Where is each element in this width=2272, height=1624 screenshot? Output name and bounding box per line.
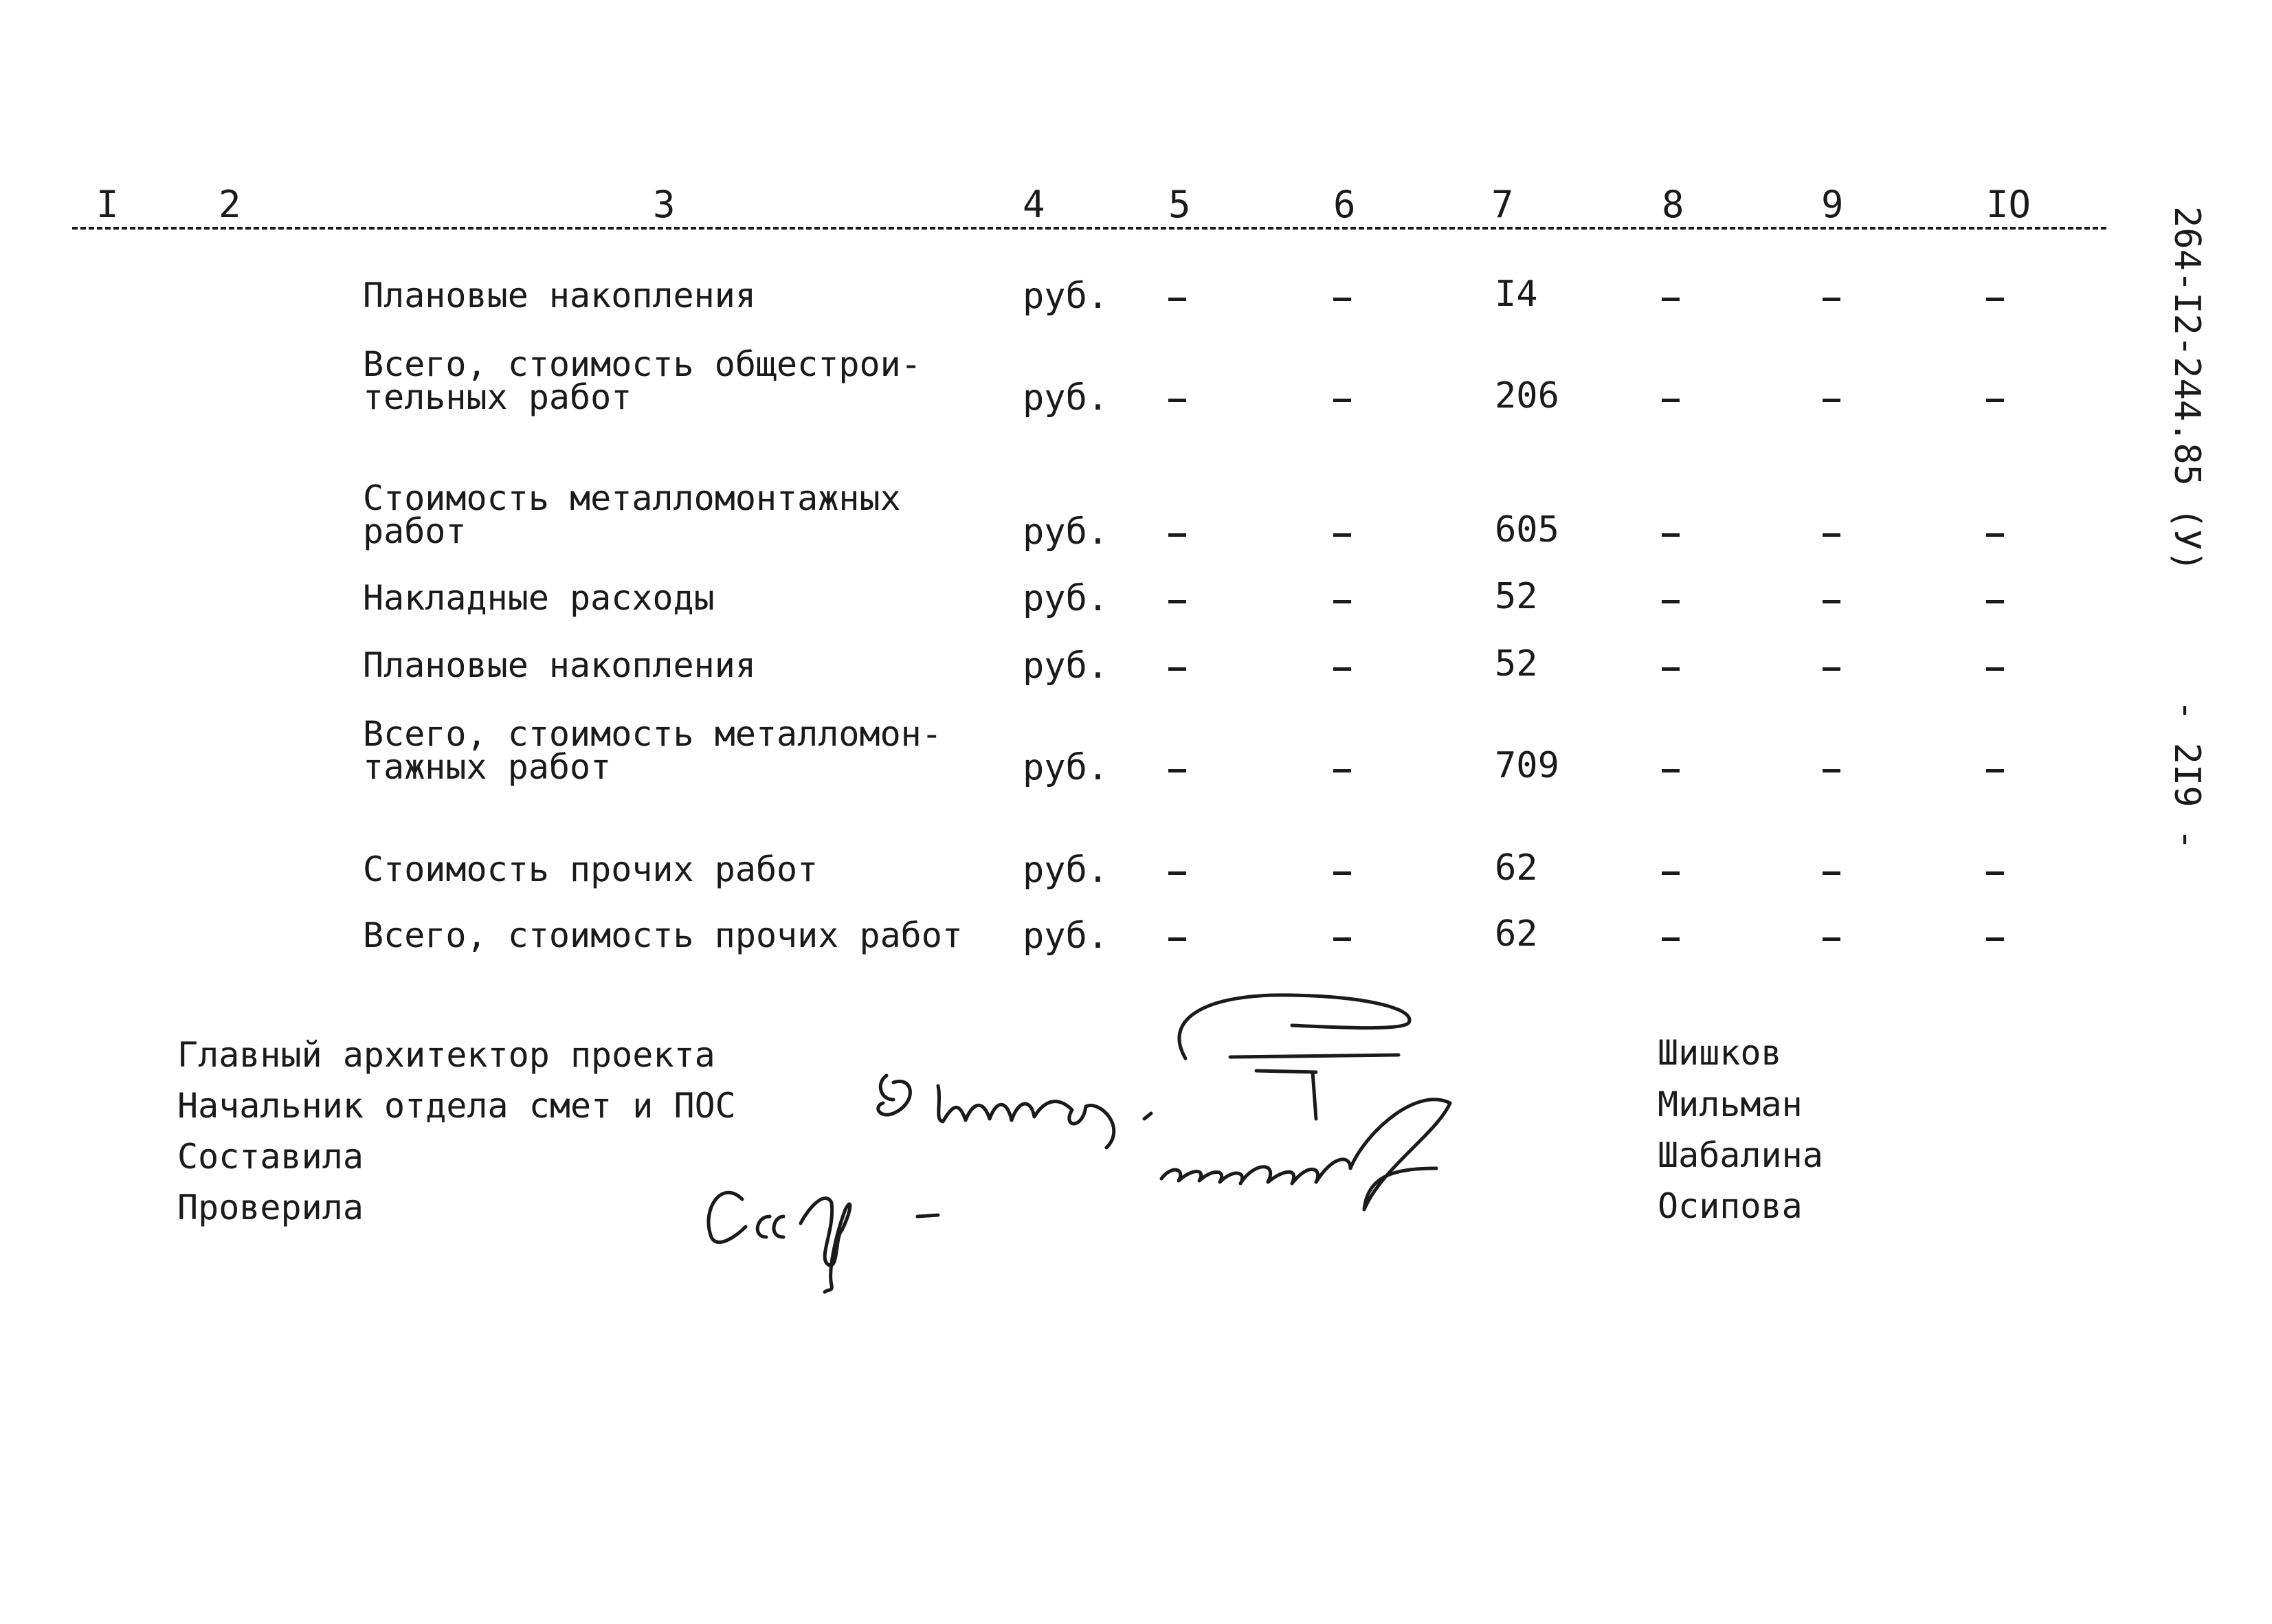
role-head-estimates: Начальник отдела смет и ПОС	[177, 1086, 736, 1126]
column-header-5: 5	[1168, 183, 1191, 226]
value-cell: 605	[1495, 509, 1559, 550]
unit-cell: руб.	[1023, 377, 1109, 419]
row-label: Всего, стоимость металломон-	[363, 714, 942, 754]
column-header-6: 6	[1333, 183, 1356, 226]
row-label-continuation: тельных работ	[363, 377, 632, 417]
signature-chief-architect	[1179, 995, 1410, 1058]
row-label: Всего, стоимость общестрои-	[363, 344, 922, 384]
value-cell: 709	[1495, 745, 1559, 786]
name-osipova: Осипова	[1658, 1186, 1803, 1226]
row-label: Плановые накопления	[363, 276, 756, 315]
column-header-9: 9	[1821, 183, 1844, 226]
document-code: 264-I2-244.85 (У)	[2166, 206, 2207, 572]
column-header-7: 7	[1491, 183, 1514, 226]
name-milman: Мильман	[1658, 1084, 1803, 1124]
signature-compiled-by	[1161, 1100, 1450, 1210]
page-number: - 2I9 -	[2166, 700, 2207, 851]
column-header-3: 3	[653, 183, 676, 226]
unit-cell: руб.	[1023, 578, 1109, 619]
role-chief-architect: Главный архитектор проекта	[177, 1035, 715, 1075]
value-cell: 52	[1495, 643, 1538, 685]
value-cell: 52	[1495, 576, 1538, 617]
value-cell: I4	[1495, 274, 1538, 315]
column-header-4: 4	[1023, 183, 1045, 226]
name-shishkov: Шишков	[1658, 1033, 1782, 1073]
role-checked-by: Проверила	[177, 1188, 364, 1227]
row-label: Накладные расходы	[363, 578, 715, 618]
row-label: Плановые накопления	[363, 645, 756, 685]
row-label-continuation: работ	[363, 511, 467, 551]
row-label: Стоимость металломонтажных	[363, 478, 901, 518]
column-header-8: 8	[1662, 183, 1684, 226]
row-label: Всего, стоимость прочих работ	[363, 915, 963, 955]
unit-cell: руб.	[1023, 511, 1109, 553]
unit-cell: руб.	[1023, 645, 1109, 687]
signature-checked-by	[709, 1192, 850, 1292]
signature-head-estimates	[878, 1076, 1114, 1148]
role-compiled-by: Составила	[177, 1137, 364, 1177]
column-header-10: IO	[1986, 183, 2031, 226]
unit-cell: руб.	[1023, 276, 1109, 317]
row-label-continuation: тажных работ	[363, 747, 612, 787]
name-shabalina: Шабалина	[1658, 1135, 1823, 1175]
row-label: Стоимость прочих работ	[363, 849, 818, 889]
signature-checked-by-tick	[917, 1215, 938, 1216]
column-header-2: 2	[219, 183, 241, 226]
value-cell: 62	[1495, 847, 1538, 889]
value-cell: 62	[1495, 913, 1538, 955]
signature-chief-architect-bar	[1230, 1055, 1399, 1119]
column-header-1: I	[96, 183, 119, 226]
unit-cell: руб.	[1023, 915, 1109, 957]
unit-cell: руб.	[1023, 849, 1109, 891]
unit-cell: руб.	[1023, 747, 1109, 788]
signature-head-estimates-tick	[1144, 1113, 1151, 1119]
value-cell: 206	[1495, 375, 1559, 416]
